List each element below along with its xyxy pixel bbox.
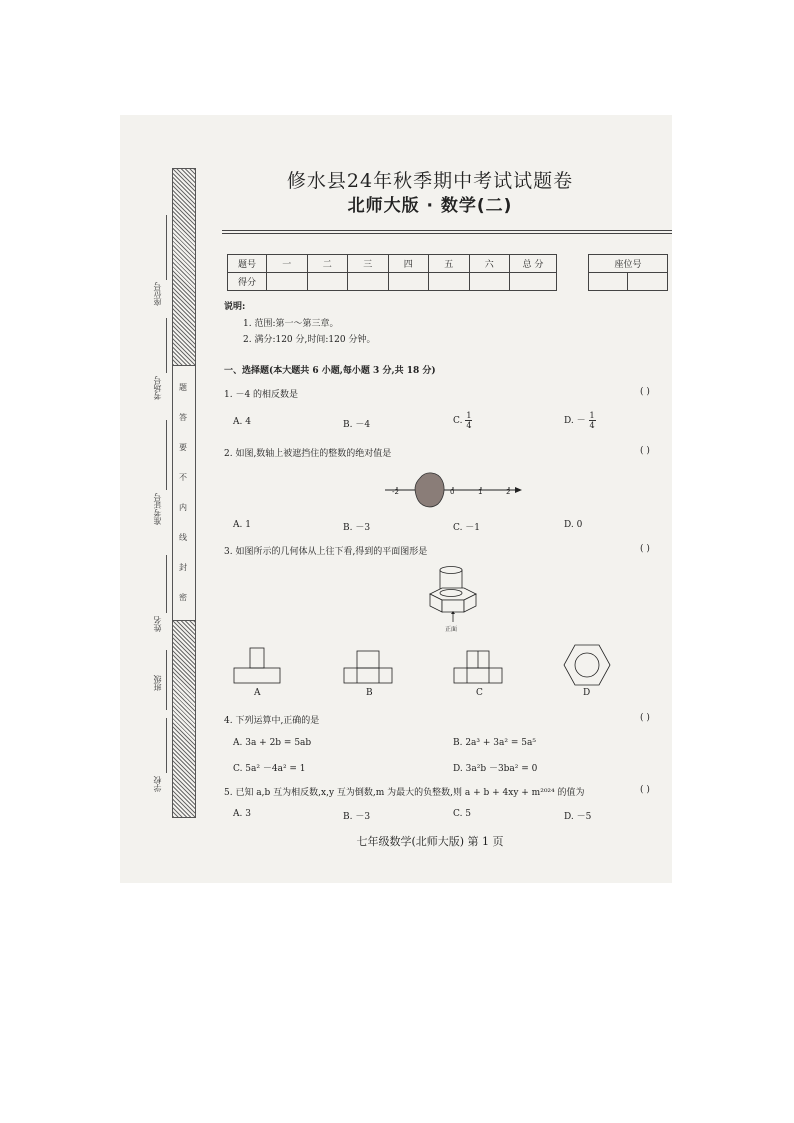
solid-figure [418, 562, 488, 634]
notes-heading: 说明: [224, 302, 246, 312]
q4-option-b[interactable]: B. 2a³ + 3a² = 5a⁵ [453, 738, 536, 748]
binding-strip-middle [172, 364, 196, 620]
score-cell[interactable] [348, 273, 389, 291]
score-cell[interactable] [307, 273, 348, 291]
notice-char: 不 [179, 473, 187, 482]
note-item: 2. 满分:120 分,时间:120 分钟。 [243, 335, 376, 345]
q2-option-c[interactable]: C. －1 [453, 523, 481, 533]
q3-figure-b[interactable] [343, 646, 395, 686]
notice-char: 内 [179, 503, 187, 512]
shape-rect [344, 668, 392, 683]
col-header: 五 [429, 255, 470, 273]
q3-figure-a[interactable] [233, 646, 283, 686]
class-line [166, 650, 167, 710]
q1-option-d-prefix: D. － [564, 416, 586, 426]
school-line [166, 718, 167, 773]
note-item: 1. 范围:第一～第三章。 [243, 319, 339, 329]
front-label: 正面 [445, 626, 458, 633]
number-line-figure [380, 468, 525, 510]
q3-option-d[interactable]: D [583, 688, 591, 698]
name-line [166, 555, 167, 613]
score-cell[interactable] [510, 273, 557, 291]
page-footer: 七年级数学(北师大版) 第 1 页 [356, 835, 504, 848]
question-2-answer[interactable]: ( ) [640, 446, 650, 456]
label-school: 学校 [153, 776, 162, 792]
fraction [465, 411, 472, 430]
q3-option-c[interactable]: C [476, 688, 483, 698]
q3-figure-c[interactable] [453, 646, 505, 686]
q2-option-a[interactable]: A. 1 [233, 520, 251, 530]
col-header: 一 [267, 255, 308, 273]
notice-char: 要 [179, 443, 187, 452]
seat-table [588, 254, 668, 291]
tick-label: 2 [506, 488, 511, 496]
covering-blob [415, 473, 444, 507]
prism-front [442, 600, 464, 612]
title-rule-top [222, 230, 672, 231]
fraction [589, 411, 596, 430]
question-4-answer[interactable]: ( ) [640, 713, 650, 723]
tick-label: 1 [478, 488, 483, 496]
shape-rect [250, 648, 264, 668]
q2-option-b[interactable]: B. －3 [343, 523, 371, 533]
question-2-stem: 2. 如图,数轴上被遮挡住的整数的绝对值是 [224, 449, 392, 459]
q1-option-a[interactable]: A. 4 [233, 417, 251, 427]
notice-char: 线 [179, 533, 187, 542]
q3-figure-d[interactable] [562, 642, 612, 688]
q4-option-a[interactable]: A. 3a + 2b = 5ab [233, 738, 312, 748]
score-cell[interactable] [429, 273, 470, 291]
numerator: 1 [589, 411, 595, 420]
col-header: 二 [307, 255, 348, 273]
q2-option-d[interactable]: D. 0 [564, 520, 583, 530]
notice-char: 题 [179, 383, 187, 392]
label-ticket-number: 准考证号 [153, 493, 162, 525]
question-1-answer[interactable]: ( ) [640, 387, 650, 397]
q4-option-d[interactable]: D. 3a²b －3ba² = 0 [453, 764, 538, 774]
ticket-line [166, 420, 167, 490]
title-rule-bottom [222, 233, 672, 234]
score-table [227, 254, 557, 291]
seat-cell[interactable] [628, 273, 668, 291]
seat-line [166, 215, 167, 280]
seat-cell[interactable] [589, 273, 628, 291]
q3-option-a[interactable]: A [254, 688, 261, 698]
col-header: 总 分 [510, 255, 557, 273]
denominator: 4 [589, 421, 595, 430]
section-heading: 一、选择题(本大题共 6 小题,每小题 3 分,共 18 分) [224, 366, 436, 376]
shape-rect [357, 651, 379, 668]
binding-strip-lower [172, 620, 196, 818]
score-cell[interactable] [267, 273, 308, 291]
denominator: 4 [466, 421, 472, 430]
q1-option-d[interactable] [564, 411, 596, 430]
q5-option-a[interactable]: A. 3 [233, 809, 251, 819]
notice-char: 封 [179, 563, 187, 572]
cylinder-top [440, 567, 462, 574]
question-3-stem: 3. 如图所示的几何体从上往下看,得到的平面图形是 [224, 547, 428, 557]
col-header: 四 [388, 255, 429, 273]
hexagon-shape [564, 645, 610, 685]
room-line [166, 318, 167, 373]
exam-title: 修水县24年秋季期中考试试题卷 [286, 170, 574, 192]
tick-label: 0 [450, 488, 455, 496]
shape-rect [234, 668, 280, 683]
col-header: 六 [469, 255, 510, 273]
q3-option-b[interactable]: B [366, 688, 373, 698]
notice-char: 密 [179, 593, 187, 602]
binding-strip-upper [172, 168, 196, 366]
seat-header: 座位号 [589, 255, 668, 273]
question-3-answer[interactable]: ( ) [640, 544, 650, 554]
question-1-stem: 1. －4 的相反数是 [224, 390, 299, 400]
notice-char: 答 [179, 413, 187, 422]
q5-option-c[interactable]: C. 5 [453, 809, 472, 819]
axis-arrow [515, 487, 522, 493]
label-class: 班级 [153, 675, 162, 691]
row-label-score: 得分 [228, 273, 267, 291]
question-5-stem: 5. 已知 a,b 互为相反数,x,y 互为倒数,m 为最大的负整数,则 a + b + 4xy + m²⁰²⁴ 的值为 [224, 788, 585, 798]
col-header: 三 [348, 255, 389, 273]
q1-option-c[interactable] [453, 411, 472, 430]
q5-option-d[interactable]: D. －5 [564, 812, 592, 822]
q1-option-b[interactable]: B. －4 [343, 420, 371, 430]
question-5-answer[interactable]: ( ) [640, 785, 650, 795]
label-name: 姓名 [153, 616, 162, 632]
label-seat-number: 座位号 [153, 282, 162, 306]
shape-rect [454, 668, 502, 683]
exam-subtitle: 北师大版 · 数学(二) [347, 196, 513, 216]
tick-label: -2 [392, 488, 399, 496]
numerator: 1 [466, 411, 472, 420]
circle-shape [575, 653, 599, 677]
label-exam-room: 考场号 [153, 376, 162, 400]
q5-option-b[interactable]: B. －3 [343, 812, 371, 822]
score-cell[interactable] [469, 273, 510, 291]
q4-option-c[interactable]: C. 5a² －4a² = 1 [233, 764, 306, 774]
cylinder-base [440, 590, 462, 597]
row-label-question: 题号 [228, 255, 267, 273]
question-4-stem: 4. 下列运算中,正确的是 [224, 716, 320, 726]
q1-option-c-prefix: C. [453, 416, 463, 426]
score-cell[interactable] [388, 273, 429, 291]
